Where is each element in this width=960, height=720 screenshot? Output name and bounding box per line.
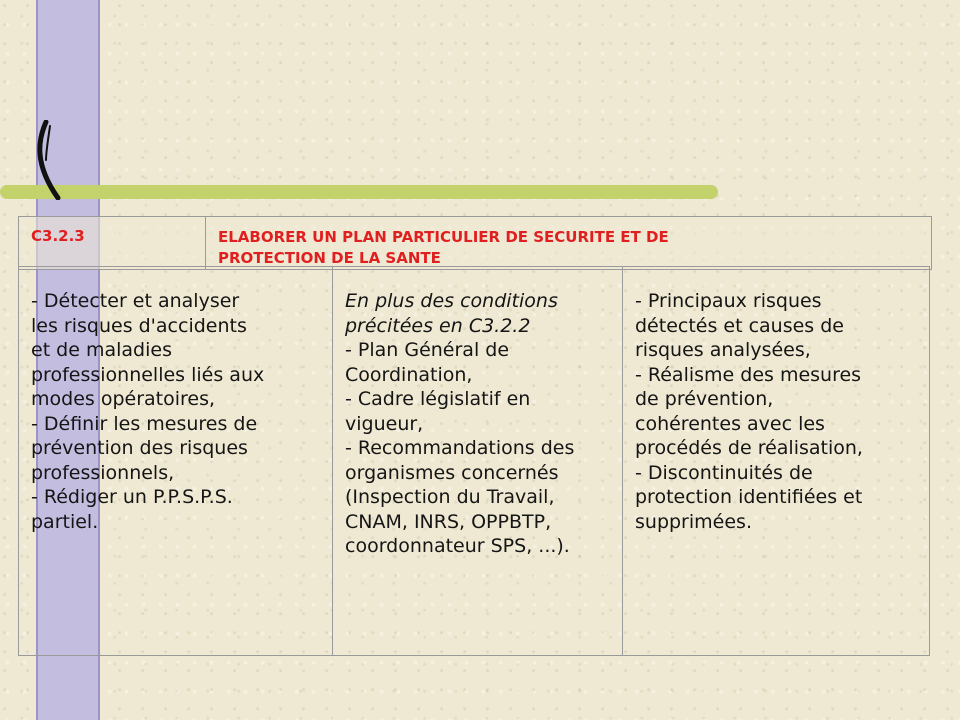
- title-line: PROTECTION DE LA SANTE: [218, 249, 441, 267]
- text-line: professionnelles liés aux: [31, 363, 265, 386]
- competency-code: C3.2.3: [19, 217, 206, 269]
- text-line: - Détecter et analyser: [31, 290, 240, 312]
- text-line: - Rédiger un P.P.S.P.S.: [31, 486, 233, 508]
- criteria-column: [623, 267, 929, 655]
- text-line: - Discontinuités de: [635, 461, 813, 484]
- text-line: professionnels,: [31, 461, 175, 484]
- text-line: - Cadre législatif en: [345, 388, 531, 410]
- text-line: protection identifiées et: [635, 486, 863, 508]
- text-line: modes opératoires,: [31, 388, 216, 410]
- text-line: - Recommandations des: [345, 437, 575, 459]
- text-line: organismes concernés: [345, 461, 559, 484]
- competency-title: [206, 217, 931, 269]
- text-line: cohérentes avec les: [635, 412, 825, 435]
- text-line: coordonnateur SPS, ...).: [345, 535, 570, 557]
- intro-line: En plus des conditions: [345, 290, 558, 312]
- text-line: Coordination,: [345, 363, 473, 386]
- text-line: les risques d'accidents: [31, 314, 247, 337]
- table-header-row: [18, 216, 932, 270]
- table-body-row: [18, 266, 930, 656]
- text-line: (Inspection du Travail,: [345, 486, 555, 508]
- text-line: détectés et causes de: [635, 314, 844, 337]
- text-line: - Plan Général de: [345, 339, 510, 361]
- text-line: de prévention,: [635, 388, 774, 410]
- skills-column: [19, 267, 333, 655]
- text-line: supprimées.: [635, 510, 752, 533]
- text-line: risques analysées,: [635, 339, 811, 361]
- text-line: procédés de réalisation,: [635, 437, 863, 459]
- title-line: ELABORER UN PLAN PARTICULIER DE SECURITE ET DE: [218, 228, 669, 246]
- conditions-column: [333, 267, 623, 655]
- text-line: CNAM, INRS, OPPBTP,: [345, 510, 552, 533]
- text-line: - Principaux risques: [635, 290, 822, 312]
- text-line: partiel.: [31, 510, 99, 533]
- text-line: prévention des risques: [31, 437, 248, 459]
- text-line: vigueur,: [345, 412, 424, 435]
- text-line: - Réalisme des mesures: [635, 363, 862, 386]
- text-line: et de maladies: [31, 339, 172, 361]
- text-line: - Définir les mesures de: [31, 412, 258, 435]
- intro-line: précitées en C3.2.2: [345, 314, 531, 337]
